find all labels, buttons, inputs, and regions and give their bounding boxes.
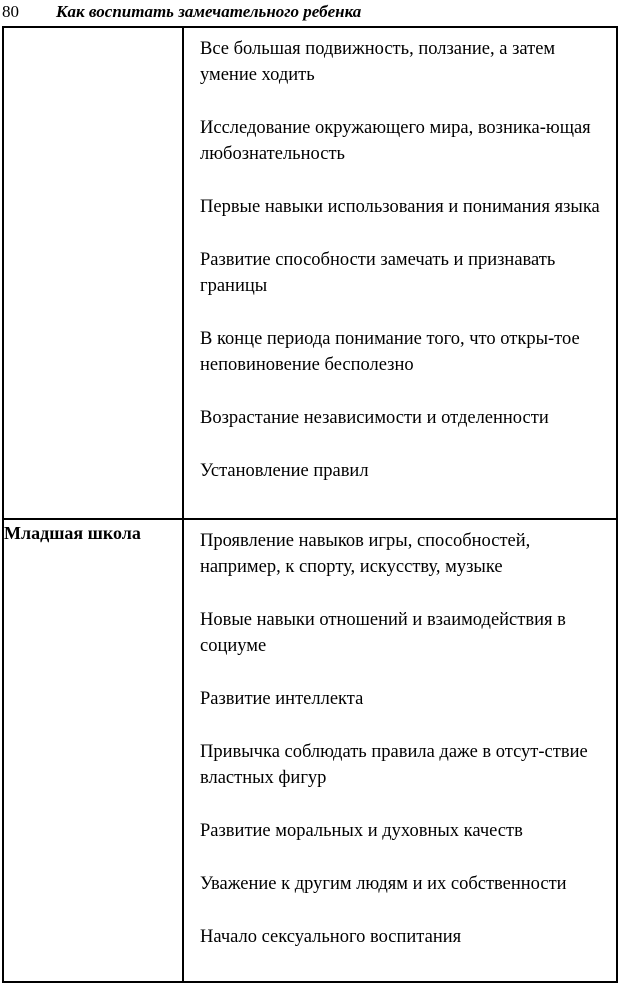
list-item: Уважение к другим людям и их собственности xyxy=(200,874,567,894)
list-item: Развитие моральных и духовных качеств xyxy=(200,821,523,841)
list-item: Новые навыки отношений и взаимодействия в социуме xyxy=(200,610,566,656)
list-item: Привычка соблюдать правила даже в отсут-ствие властных фигур xyxy=(200,742,588,788)
stage-cell xyxy=(3,519,183,982)
page-number: 80 xyxy=(2,2,19,21)
stage-name: Младшая школа xyxy=(4,523,141,543)
book-title: Как воспитать замечательного ребенка xyxy=(56,2,362,21)
list-item: Исследование окружающего мира, возника-ющая любознательность xyxy=(200,118,591,164)
list-item: В конце периода понимание того, что откры-тое неповиновение бесполезно xyxy=(200,329,580,375)
list-item: Все большая подвижность, ползание, а затем умение ходить xyxy=(200,39,556,85)
running-head xyxy=(2,2,361,24)
items-cell xyxy=(183,27,617,519)
list-item: Первые навыки использования и понимания языка xyxy=(200,197,600,217)
items-list xyxy=(184,520,616,950)
list-item: Начало сексуального воспитания xyxy=(200,927,462,947)
list-item: Развитие интеллекта xyxy=(200,689,364,709)
development-table xyxy=(2,26,618,983)
list-item: Проявление навыков игры, способностей, например, к спорту, искусству, музыке xyxy=(200,531,531,577)
list-item: Развитие способности замечать и признавать границы xyxy=(200,250,556,296)
stage-cell xyxy=(3,27,183,519)
list-item: Возрастание независимости и отделенности xyxy=(200,408,549,428)
list-item: Установление правил xyxy=(200,461,369,481)
items-cell xyxy=(183,519,617,982)
table-row xyxy=(3,519,617,982)
table-row xyxy=(3,27,617,519)
items-list xyxy=(184,28,616,484)
